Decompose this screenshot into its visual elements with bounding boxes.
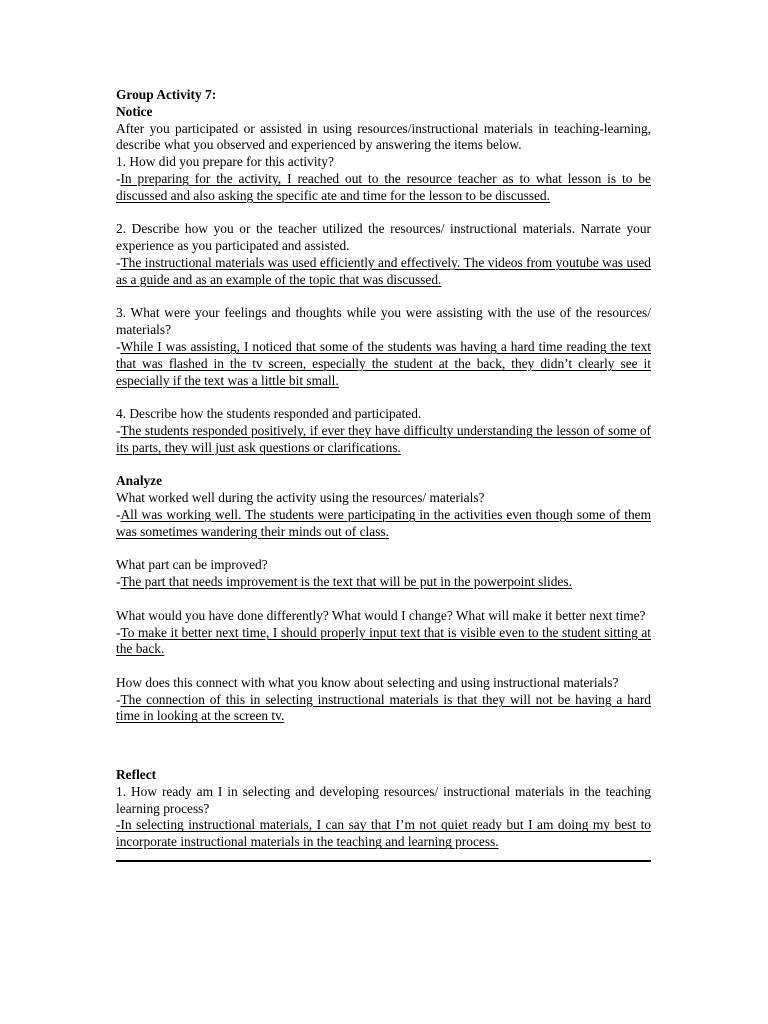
notice-answer-3 — [116, 339, 651, 389]
analyze-answer-1 — [116, 507, 651, 541]
analyze-question-2: What part can be improved? — [116, 557, 268, 573]
notice-answer-1-text: In preparing for the activity, I reached out to the resource teacher as to what lesson is to be discussed and also asking the specific ate and time for the lesson to be discussed. — [116, 170, 651, 203]
notice-question-2: 2. Describe how you or the teacher utilized the resources/ instructional materials. Narrate your experience as you participated and assisted. — [116, 221, 651, 254]
bottom-rule — [116, 860, 651, 862]
reflect-question-1: 1. How ready am I in selecting and developing resources/ instructional materials in the teaching learning process? — [116, 783, 651, 816]
notice-answer-3-text: While I was assisting, I noticed that some of the students was having a hard time reading the text that was flashed in the tv screen, especially the student at the back, they didn’t clearly see it especially if the text was a little bit small. — [116, 338, 651, 388]
notice-question-4: 4. Describe how the students responded and participated. — [116, 406, 422, 422]
spacer — [116, 289, 651, 306]
notice-answer-4-text: The students responded positively, if ever they have difficulty understanding the lesson of some of its parts, they will just ask questions or clarifications. — [116, 422, 651, 455]
spacer — [116, 725, 651, 750]
analyze-answer-2-text: The part that needs improvement is the text that will be put in the powerpoint slides. — [120, 574, 572, 590]
answer-dash: - — [116, 574, 121, 590]
analyze-answer-4-text: The connection of this in selecting instructional materials is that they will not be having a hard time in looking at the screen tv. — [116, 691, 651, 724]
notice-answer-1 — [116, 171, 651, 205]
reflect-answer-1-text: -In selecting instructional materials, I can say that I’m not quiet ready but I am doing my best to incorporate instructional materials in the teaching and learning process. — [116, 817, 651, 850]
notice-answer-2 — [116, 255, 651, 289]
spacer — [116, 591, 651, 608]
spacer — [116, 658, 651, 675]
notice-question-3: 3. What were your feelings and thoughts while you were assisting with the use of the resources/ materials? — [116, 305, 651, 338]
activity-title: Group Activity 7: — [116, 87, 217, 102]
answer-dash: - — [116, 422, 121, 438]
analyze-answer-1-text: All was working well. The students were participating in the activities even though some of them was sometimes wandering their minds out of class. — [116, 506, 651, 539]
notice-answer-2-text: The instructional materials was used efficiently and effectively. The videos from youtube was used as a guide and as an example of the topic that was discussed. — [116, 254, 651, 287]
answer-dash: - — [116, 691, 121, 707]
answer-dash: - — [116, 338, 121, 354]
spacer — [116, 457, 651, 474]
analyze-answer-3 — [116, 625, 651, 659]
reflect-answer-1 — [116, 817, 651, 851]
analyze-question-1: What worked well during the activity using the resources/ materials? — [116, 490, 485, 506]
analyze-answer-4 — [116, 692, 651, 726]
spacer — [116, 389, 651, 406]
spacer — [116, 541, 651, 558]
intro-paragraph: After you participated or assisted in using resources/instructional materials in teaching-learning, describe what you observed and experienced by answering the items below. — [116, 120, 651, 153]
spacer — [116, 205, 651, 222]
analyze-answer-2 — [116, 574, 651, 591]
answer-dash: - — [116, 506, 121, 522]
analyze-question-4: How does this connect with what you know about selecting and using instructional materials? — [116, 674, 619, 690]
answer-dash: - — [116, 254, 121, 270]
reflect-heading: Reflect — [116, 767, 157, 783]
answer-dash: - — [116, 624, 121, 640]
analyze-answer-3-text: To make it better next time, I should properly input text that is visible even to the student sitting at the back. — [116, 624, 651, 657]
analyze-question-3: What would you have done differently? What would I change? What will make it better next time? — [116, 607, 646, 623]
answer-dash: - — [116, 170, 121, 186]
notice-question-1: 1. How did you prepare for this activity? — [116, 154, 334, 170]
spacer — [116, 750, 651, 767]
analyze-heading: Analyze — [116, 473, 163, 489]
notice-heading: Notice — [116, 103, 153, 119]
notice-answer-4 — [116, 423, 651, 457]
document-page — [116, 87, 651, 862]
